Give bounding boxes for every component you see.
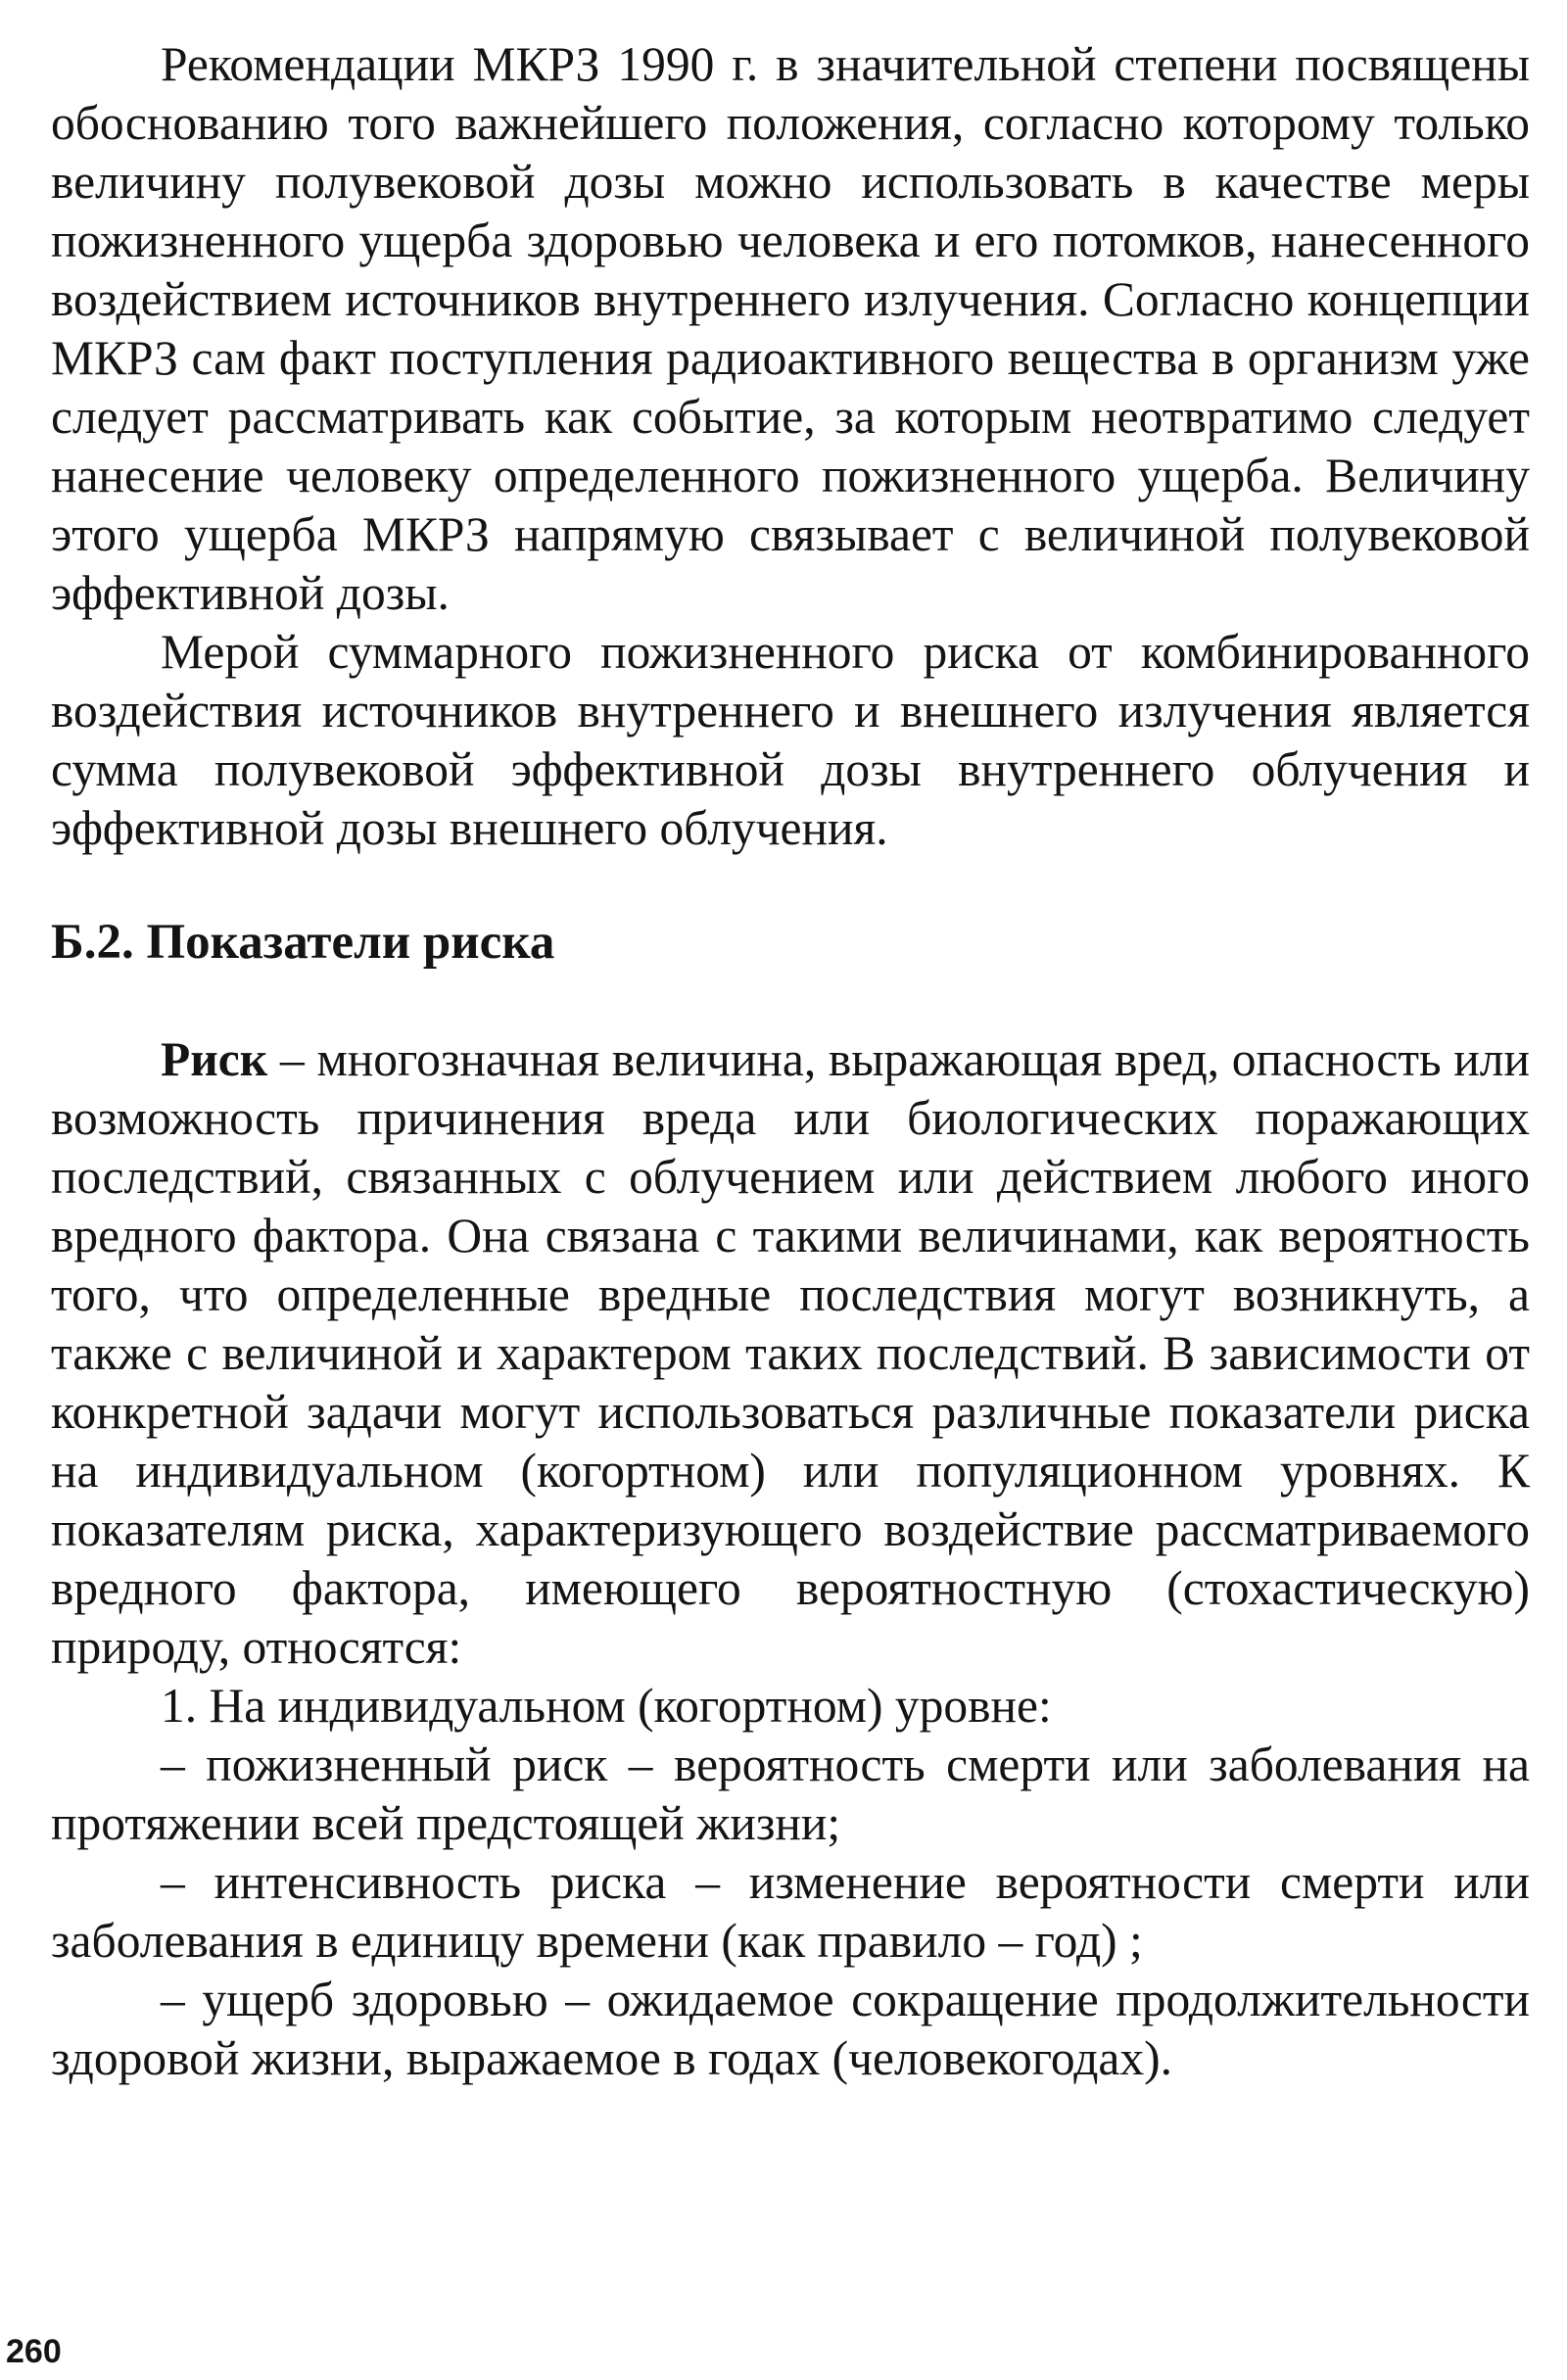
list-header: 1. На индивидуальном (когортном) уровне:	[161, 1679, 1052, 1733]
risk-definition-text: – многозначная величина, выражающая вред, опасность или возможность причинения вреда или биологических поражающих последствий, связанных с облучением или действием любого иного вредного фактора. Она связана с такими величинами, как вероятность того, что определенные вредные последствия могут возникнуть, а также с величиной и характером таких последствий. В зависимости от конкретной задачи могут использоваться различные показатели риска на индивидуальном (когортном) или популяционном уровнях. К показателям риска, характеризующего воздействие рассматриваемого вредного фактора, имеющего вероятностную (стохастическую) природу, относятся:	[51, 1032, 1530, 1674]
list-item-lifetime-risk: – пожизненный риск – вероятность смерти или заболевания на протяжении всей предстоящей жизни;	[51, 1737, 1530, 1850]
paragraph-icrp-recommendations: Рекомендации МКРЗ 1990 г. в значительной степени посвящены обоснованию того важнейшего положения, согласно которому только величину полувековой дозы можно использовать в качестве меры пожизненного ущерба здоровью человека и его потомков, нанесенного воздействием источников внутреннего излучения. Согласно концепции МКРЗ сам факт поступления радиоактивного вещества в организм уже следует рассматривать как событие, за которым неотвратимо следует нанесение человеку определенного пожизненного ущерба. Величину этого ущерба МКРЗ напрямую связывает с величиной полувековой эффективной дозы.	[51, 37, 1530, 620]
document-page	[51, 35, 1530, 2088]
paragraph-risk-definition	[51, 1030, 1530, 1677]
list-item-risk-intensity: – интенсивность риска – изменение вероятности смерти или заболевания в единицу времени (как правило – год) ;	[51, 1855, 1530, 1968]
list-item-health-damage: – ущерб здоровью – ожидаемое сокращение продолжительности здоровой жизни, выражаемое в годах (человекогодах).	[51, 1973, 1530, 2085]
paragraph-total-risk-measure: Мерой суммарного пожизненного риска от комбинированного воздействия источников внутреннего и внешнего излучения является сумма полувековой эффективной дозы внутреннего облучения и эффективной дозы внешнего облучения.	[51, 625, 1530, 855]
page-number: 260	[6, 2333, 62, 2370]
risk-term: Риск	[161, 1032, 268, 1086]
section-heading: Б.2. Показатели риска	[51, 915, 555, 970]
